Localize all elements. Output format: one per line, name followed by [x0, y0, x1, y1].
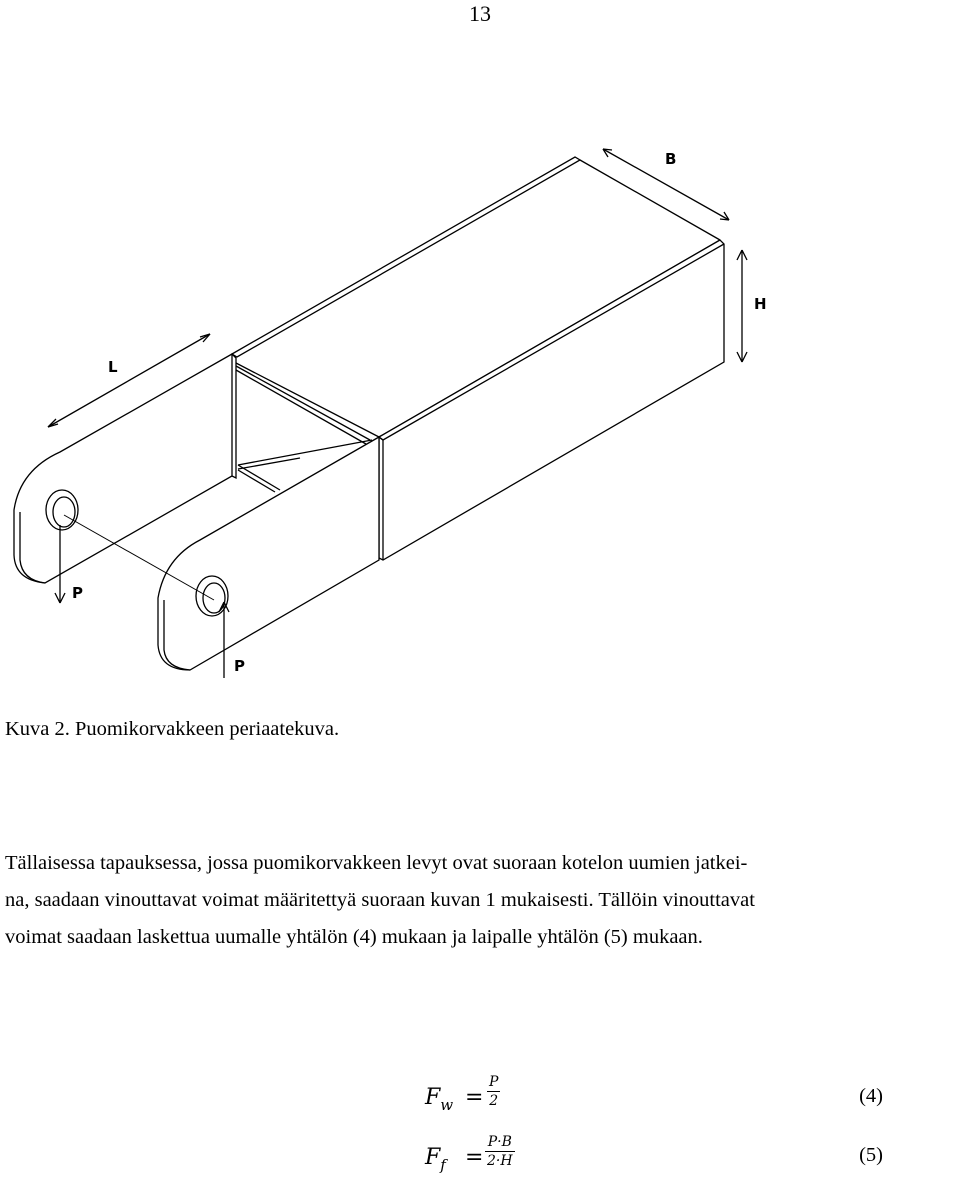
- body-paragraph: [5, 845, 955, 956]
- label-H: H: [754, 295, 767, 313]
- page-number: 13: [469, 1, 491, 26]
- fraction-numerator: P·B: [487, 1134, 512, 1150]
- top-flange-edge: [232, 157, 580, 357]
- equation-lhs: $F_w$: [425, 1085, 454, 1114]
- paragraph-line: voimat saadaan laskettua uumalle yhtälön (4) mukaan ja laipalle yhtälön (5) mukaan.: [5, 926, 703, 948]
- label-L: L: [108, 358, 118, 376]
- equation-4: [425, 1073, 685, 1133]
- label-P-left: P: [72, 584, 83, 602]
- label-B: B: [665, 150, 677, 168]
- equation-fraction: [487, 1073, 500, 1110]
- boom-lug-figure: [0, 140, 960, 685]
- box-top-back-edge: [580, 160, 720, 240]
- equation-number-5: (5): [859, 1144, 883, 1166]
- right-web-face: [379, 240, 724, 560]
- label-P-right: P: [234, 657, 245, 675]
- fraction-denominator: 2·H: [487, 1153, 513, 1169]
- boom-lug-drawing: [0, 140, 960, 685]
- paragraph-line: na, saadaan vinouttavat voimat määritettyä suoraan kuvan 1 mukaisesti. Tällöin vinouttavat: [5, 889, 755, 911]
- inner-diaphragm-1: [236, 366, 370, 440]
- equation-fraction: [485, 1133, 515, 1170]
- equation-5: [425, 1133, 685, 1193]
- paragraph-line: Tällaisessa tapauksessa, jossa puomikorvakkeen levyt ovat suoraan kotelon uumien jatkei-: [5, 852, 748, 874]
- right-lug-hole: [196, 576, 228, 616]
- fraction-numerator: P: [489, 1074, 499, 1090]
- figure-caption: Kuva 2. Puomikorvakkeen periaatekuva.: [5, 718, 340, 740]
- equals-sign: =: [465, 1085, 484, 1110]
- equals-sign: =: [465, 1145, 484, 1170]
- equation-number-4: (4): [859, 1085, 883, 1107]
- fraction-denominator: 2: [489, 1093, 499, 1109]
- equation-lhs: $F_f$: [425, 1145, 446, 1174]
- left-lug-hole: [46, 490, 78, 530]
- box-top-inner: [236, 363, 379, 437]
